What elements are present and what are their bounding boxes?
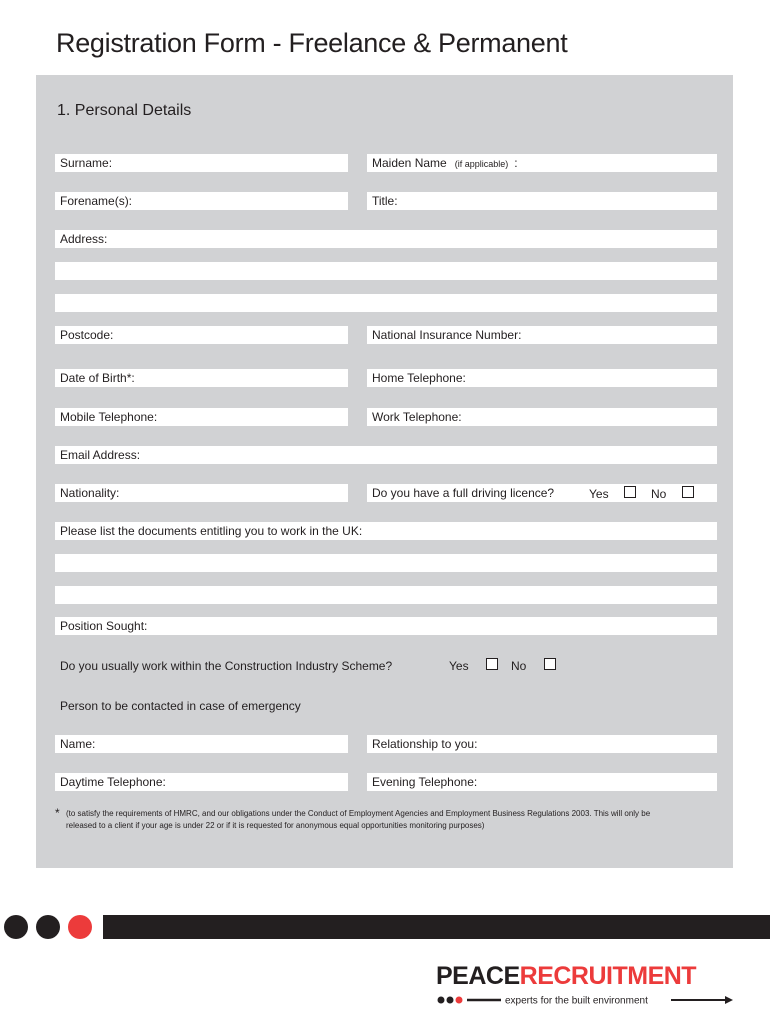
brand-logo <box>436 962 696 991</box>
address-line-3[interactable] <box>55 294 717 312</box>
red-dot-icon <box>68 915 92 939</box>
cis-question: Do you usually work within the Construction Industry Scheme? <box>60 659 393 673</box>
work-telephone-field[interactable] <box>367 408 717 426</box>
documents-field[interactable] <box>55 522 717 540</box>
relationship-field[interactable] <box>367 735 717 753</box>
dark-dot-icon <box>36 915 60 939</box>
documents-line-3[interactable] <box>55 586 717 604</box>
position-field[interactable] <box>55 617 717 635</box>
title-label: Title: <box>372 194 398 208</box>
maiden-name-label: Maiden Name <box>372 156 447 170</box>
evening-telephone-label: Evening Telephone: <box>372 775 478 789</box>
documents-label: Please list the documents entitling you to work in the UK: <box>60 524 363 538</box>
emergency-heading: Person to be contacted in case of emergency <box>60 699 301 713</box>
nationality-label: Nationality: <box>60 486 120 500</box>
ni-number-field[interactable] <box>367 326 717 344</box>
daytime-telephone-field[interactable] <box>55 773 348 791</box>
mobile-telephone-label: Mobile Telephone: <box>60 410 158 424</box>
surname-field[interactable] <box>55 154 348 172</box>
home-telephone-field[interactable] <box>367 369 717 387</box>
position-label: Position Sought: <box>60 619 148 633</box>
mobile-telephone-field[interactable] <box>55 408 348 426</box>
evening-telephone-field[interactable] <box>367 773 717 791</box>
cis-no-label: No <box>511 659 527 673</box>
footnote-line-2: released to a client if your age is under 22 or if it is requested for anonymous equal opportunities monitoring purposes) <box>66 821 485 830</box>
address-field[interactable] <box>55 230 717 248</box>
footnote <box>66 808 666 832</box>
nationality-field[interactable] <box>55 484 348 502</box>
postcode-label: Postcode: <box>60 328 114 342</box>
footer-bar <box>103 915 770 939</box>
home-telephone-label: Home Telephone: <box>372 371 466 385</box>
emergency-name-label: Name: <box>60 737 96 751</box>
driving-yes-label: Yes <box>589 487 609 501</box>
maiden-name-field[interactable] <box>367 154 717 172</box>
cis-yes-checkbox[interactable] <box>486 658 498 670</box>
brand-tagline <box>437 993 733 1007</box>
driving-licence-label: Do you have a full driving licence? <box>372 486 555 500</box>
dob-field[interactable] <box>55 369 348 387</box>
driving-no-label: No <box>651 487 667 501</box>
tagline-dot-icon <box>438 997 445 1004</box>
cis-no-checkbox[interactable] <box>544 658 556 670</box>
section-heading: 1. Personal Details <box>57 102 192 119</box>
tagline-dot-icon <box>456 997 463 1004</box>
footnote-asterisk: * <box>55 806 60 820</box>
ni-number-label: National Insurance Number: <box>372 328 522 342</box>
email-field[interactable] <box>55 446 717 464</box>
documents-line-2[interactable] <box>55 554 717 572</box>
address-line-2[interactable] <box>55 262 717 280</box>
footnote-line-1: (to satisfy the requirements of HMRC, and our obligations under the Conduct of Employment Agencies and Employment Business Regulations 2003. This will only be <box>66 809 651 818</box>
brand-name-part1: PEACE <box>436 962 520 990</box>
forename-field[interactable] <box>55 192 348 210</box>
driving-yes-checkbox[interactable] <box>624 486 636 498</box>
form-title: Registration Form - Freelance & Permanent <box>56 28 568 58</box>
brand-name-part2: RECRUITMENT <box>519 962 697 990</box>
tagline-text: experts for the built environment <box>505 995 648 1007</box>
work-telephone-label: Work Telephone: <box>372 410 462 424</box>
dark-dot-icon <box>4 915 28 939</box>
dob-label: Date of Birth*: <box>60 371 135 385</box>
driving-no-checkbox[interactable] <box>682 486 694 498</box>
tagline-dot-icon <box>447 997 454 1004</box>
email-label: Email Address: <box>60 448 141 462</box>
relationship-label: Relationship to you: <box>372 737 478 751</box>
postcode-field[interactable] <box>55 326 348 344</box>
address-label: Address: <box>60 232 108 246</box>
maiden-name-note: (if applicable) <box>454 159 509 169</box>
cis-yes-label: Yes <box>449 659 469 673</box>
maiden-name-colon: : <box>514 156 518 170</box>
daytime-telephone-label: Daytime Telephone: <box>60 775 166 789</box>
title-field[interactable] <box>367 192 717 210</box>
forename-label: Forename(s): <box>60 194 133 208</box>
surname-label: Surname: <box>60 156 113 170</box>
arrow-right-icon <box>725 996 733 1004</box>
emergency-name-field[interactable] <box>55 735 348 753</box>
